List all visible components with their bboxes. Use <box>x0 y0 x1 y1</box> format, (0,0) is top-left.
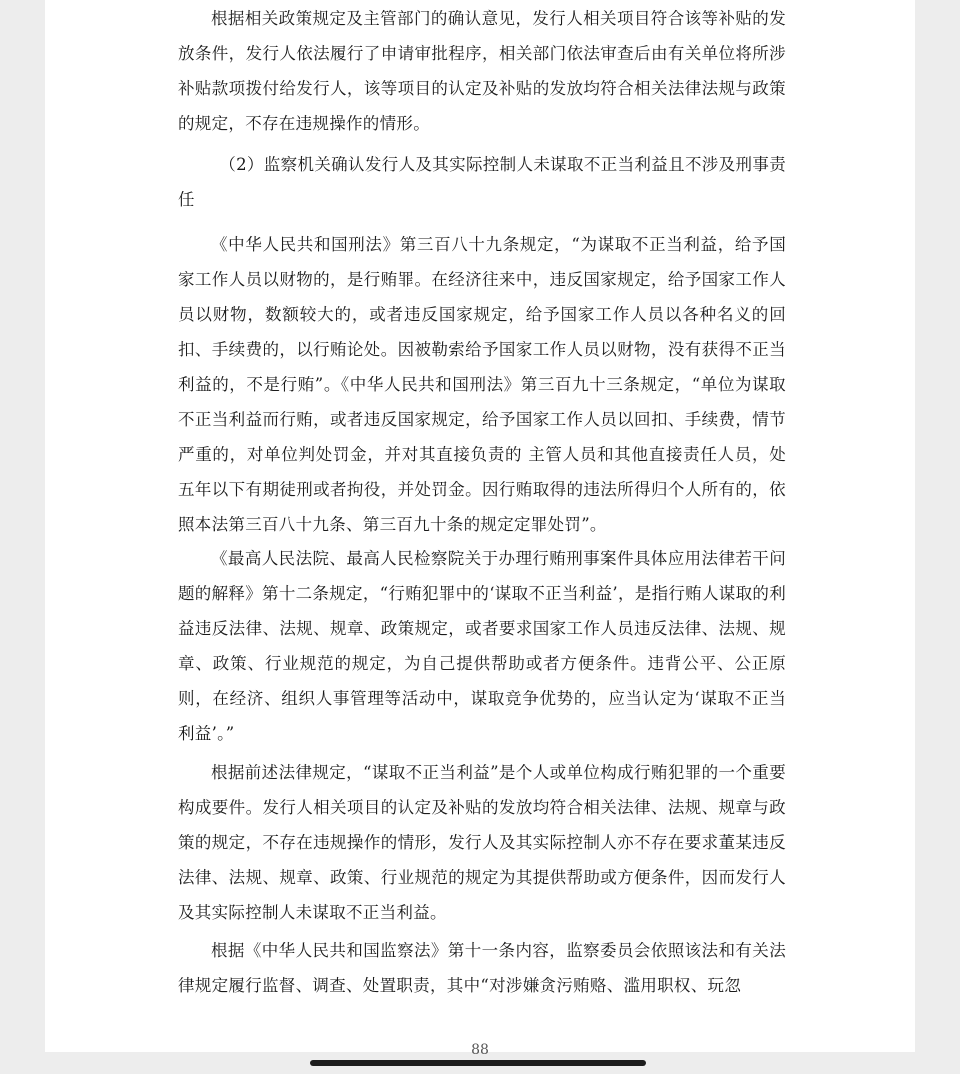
paragraph-supervision-law: 根据《中华人民共和国监察法》第十一条内容，监察委员会依照该法和有关法律规定履行监督、调查、处置职责，其中“对涉嫌贪污贿赂、滥用职权、玩忽 <box>178 941 786 995</box>
page-number: 88 <box>471 1042 489 1058</box>
home-indicator-bar[interactable] <box>310 1060 646 1066</box>
paragraph-criminal-law: 《中华人民共和国刑法》第三百八十九条规定，“为谋取不正当利益，给予国家工作人员以财物的，是行贿罪。在经济往来中，违反国家规定，给予国家工作人员以财物，数额较大的，或者违反国家规定，给予国家工作人员以各种名义的回扣、手续费的，以行贿论处。因被勒索给予国家工作人员以财物，没有获得不正当利益的，不是行贿”。《中华人民共和国刑法》第三百九十三条规定，“单位为谋取不正当利益而行贿，或者违反国家规定，给予国家工作人员以回扣、手续费，情节严重的，对单位判处罚金，并对其直接负责的 主管人员和其他直接责任人员，处五年以下有期徒刑或者拘役，并处罚金。因行贿取得的违法所得归个人所有的，依照本法第三百八十九条、第三百九十条的规定定罪处罚”。 <box>178 235 786 534</box>
document-page <box>45 0 915 1058</box>
paragraph-subsidy-compliance: 根据相关政策规定及主管部门的确认意见，发行人相关项目符合该等补贴的发放条件，发行人依法履行了申请审批程序，相关部门依法审查后由有关单位将所涉补贴款项拨付给发行人，该等项目的认定及补贴的发放均符合相关法律法规与政策的规定，不存在违规操作的情形。 <box>178 9 786 133</box>
section-heading-supervision: （2）监察机关确认发行人及其实际控制人未谋取不正当利益且不涉及刑事责任 <box>178 155 786 209</box>
paragraph-conclusion: 根据前述法律规定，“谋取不正当利益”是个人或单位构成行贿犯罪的一个重要构成要件。发行人相关项目的认定及补贴的发放均符合相关法律、法规、规章与政策的规定，不存在违规操作的情形，发行人及其实际控制人亦不存在要求董某违反法律、法规、规章、政策、行业规范的规定为其提供帮助或方便条件，因而发行人及其实际控制人未谋取不正当利益。 <box>178 763 786 922</box>
paragraph-judicial-interpretation: 《最高人民法院、最高人民检察院关于办理行贿刑事案件具体应用法律若干问题的解释》第十二条规定，“行贿犯罪中的‘谋取不正当利益’，是指行贿人谋取的利益违反法律、法规、规章、政策规定，或者要求国家工作人员违反法律、法规、规章、政策、行业规范的规定，为自己提供帮助或者方便条件。违背公平、公正原则，在经济、组织人事管理等活动中，谋取竞争优势的，应当认定为‘谋取不正当利益’。” <box>178 549 786 743</box>
